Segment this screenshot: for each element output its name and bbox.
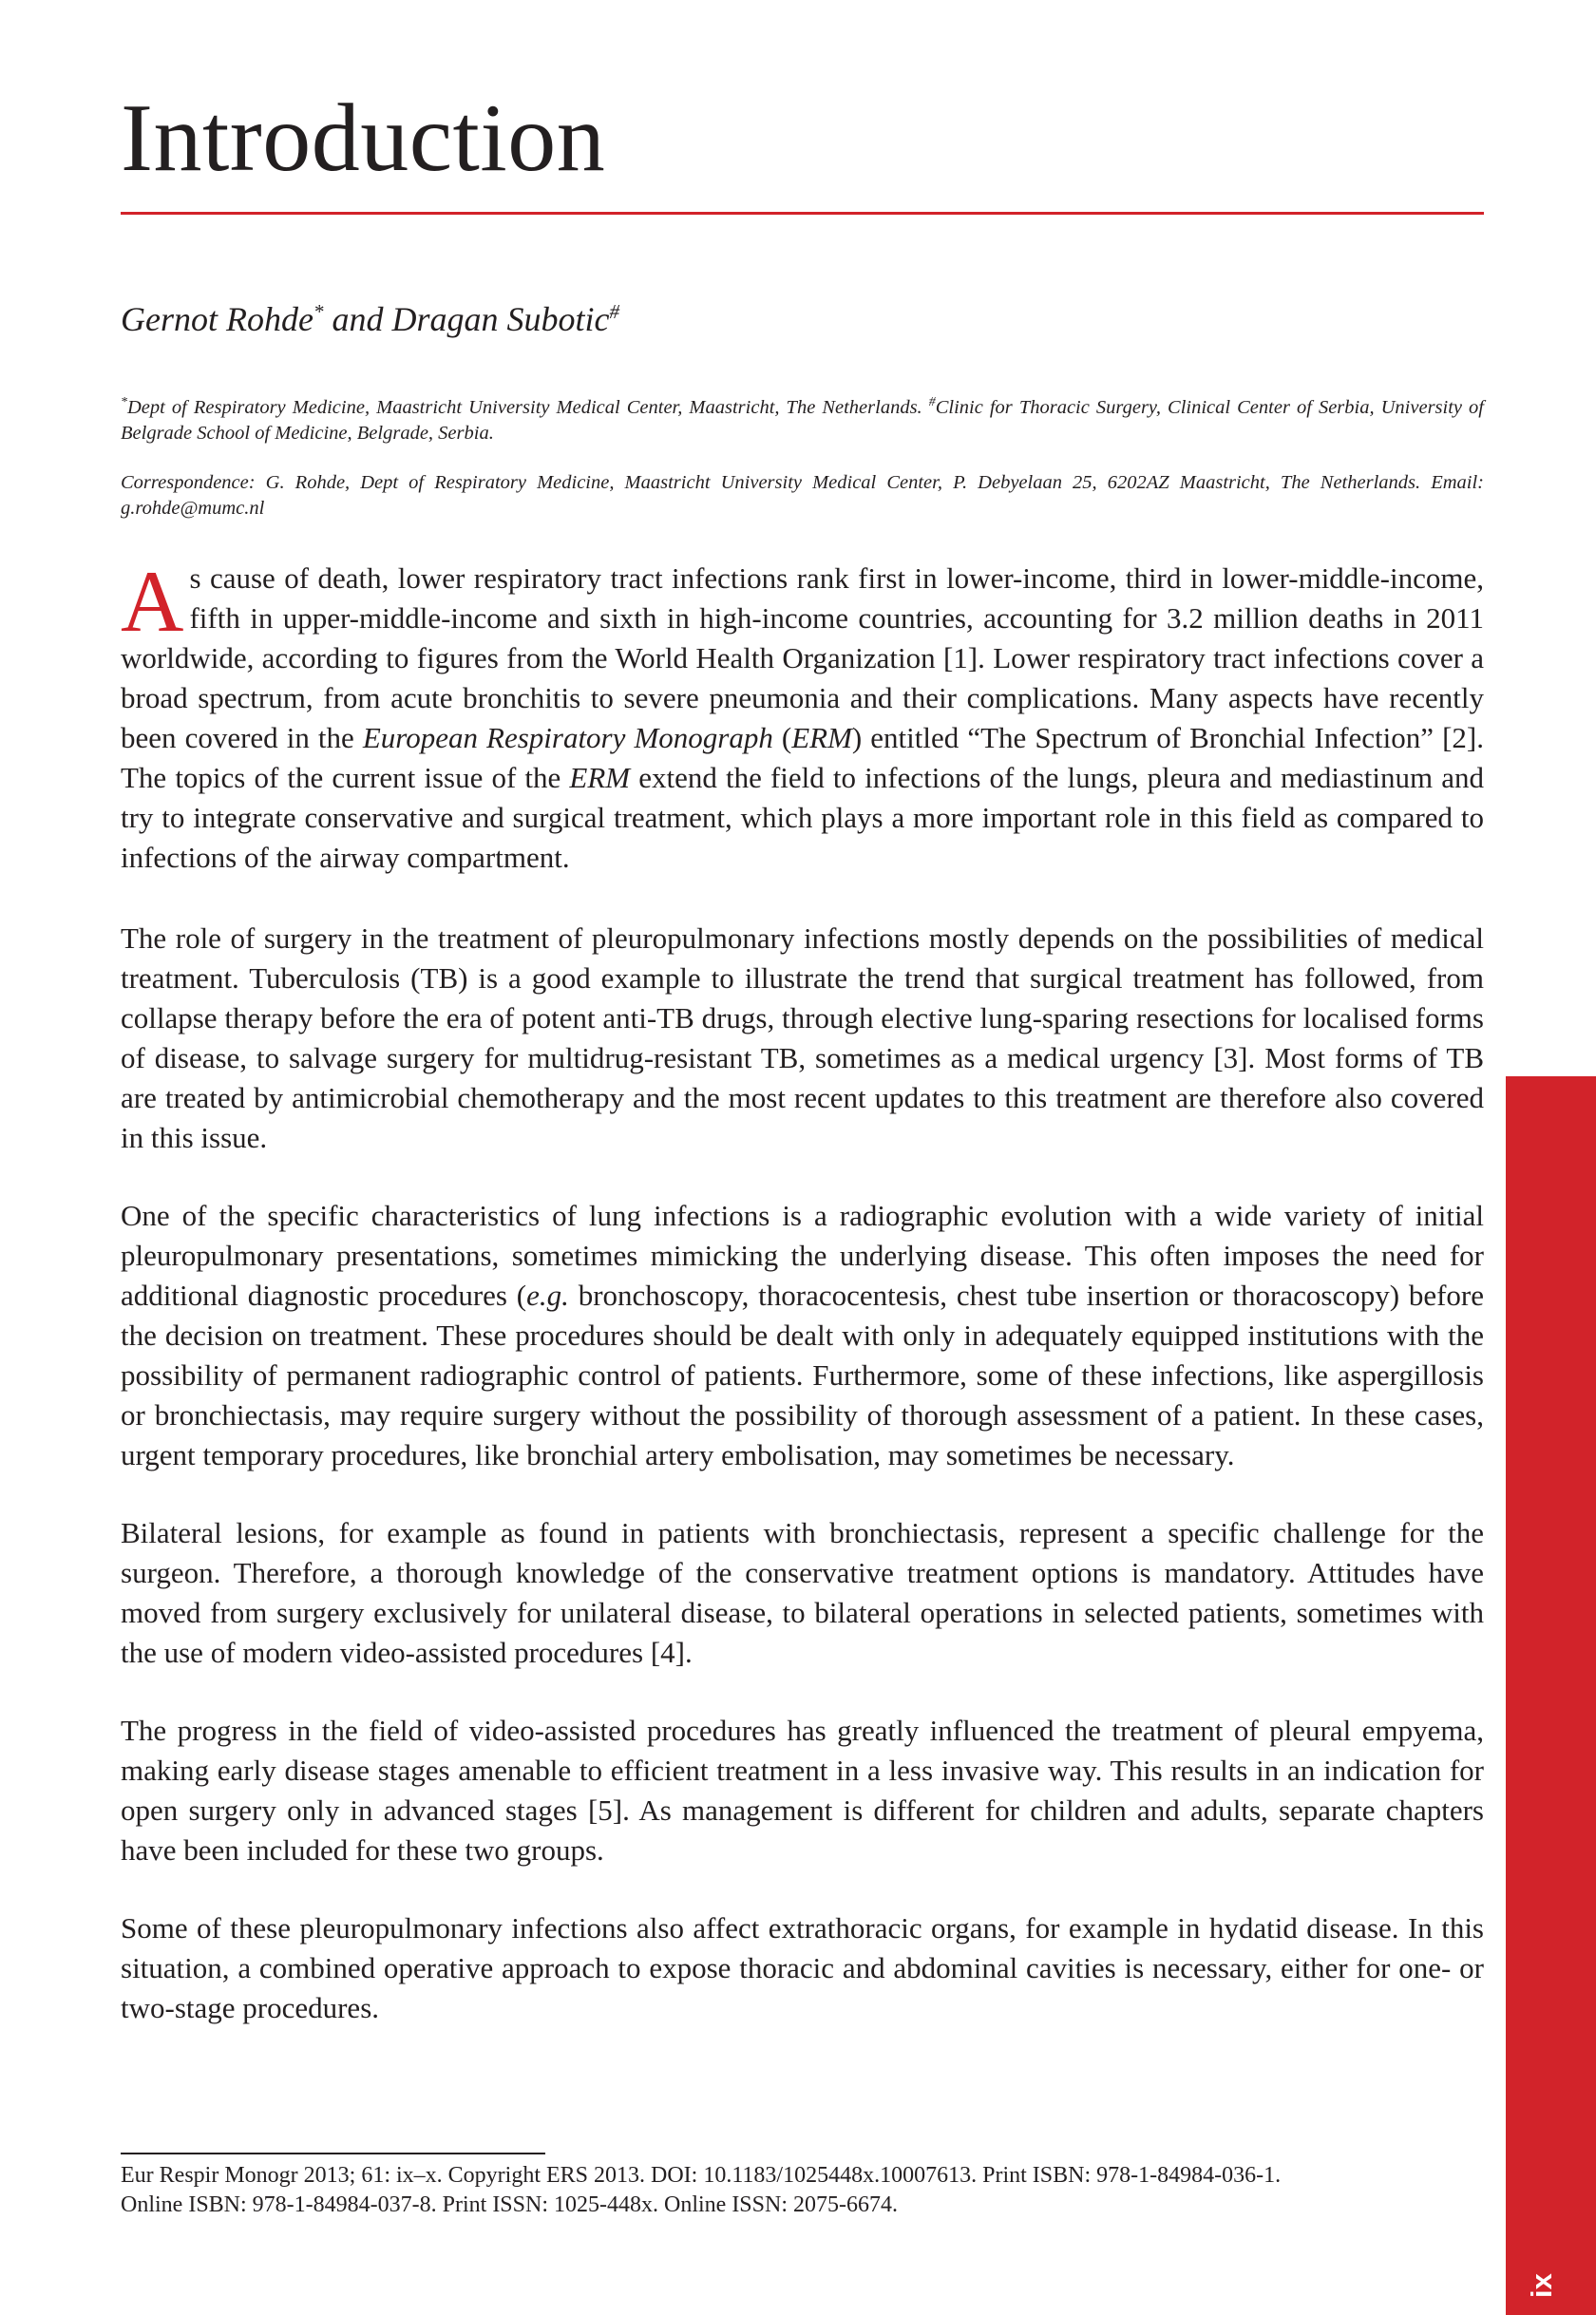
author-mark: * — [313, 300, 324, 323]
paragraph-text: extend the field to infections of the lungs, pleura and mediastinum and try to integrate conservative and surgical treatment, which plays a more important role in this field as compared to infections of the airway compartment. — [121, 761, 1484, 874]
footnote-rule — [121, 2153, 545, 2154]
paragraph — [121, 1196, 1484, 1475]
affiliation-mark: * — [121, 395, 127, 409]
footnote — [121, 2161, 1489, 2220]
body-text — [121, 553, 1485, 2066]
footnote-line: Eur Respir Monogr 2013; 61: ix–x. Copyright ERS 2013. DOI: 10.1183/1025448x.10007613. Print ISBN: 978-1-84984-036-1. — [121, 2163, 1282, 2188]
correspondence: Correspondence: G. Rohde, Dept of Respiratory Medicine, Maastricht University Medical Center, P. Debyelaan 25, 6202AZ Maastricht, The Netherlands. Email: g.rohde@mumc.nl — [121, 472, 1484, 519]
italic-text: e.g. — [526, 1279, 569, 1312]
author-line — [121, 302, 619, 336]
paragraph: Some of these pleuropulmonary infections also affect extrathoracic organs, for example in hydatid disease. In this situation, a combined operative approach to expose thoracic and abdominal cavities is necessary, either for one- or two-stage procedures. — [121, 1911, 1484, 2024]
italic-text: ERM — [569, 761, 631, 794]
affiliation-mark: # — [928, 395, 936, 409]
italic-text: European Respiratory Monograph — [362, 721, 773, 754]
paragraph — [121, 553, 1484, 878]
side-tab — [1506, 1076, 1596, 2315]
author-conjunction: and — [323, 300, 392, 338]
affiliations — [121, 389, 1484, 446]
drop-cap: A — [121, 553, 184, 650]
paragraph-text: One of the specific characteristics of lung infections is a radiographic evolution with a wide variety of initial pleuropulmonary presentations, sometimes mimicking the underlying disease. This often imposes the need for additional diagnostic procedures ( — [121, 1199, 1484, 1312]
paragraph-text: s cause of death, lower respiratory tract infections rank first in lower-income, third in lower-middle-income, fifth in upper-middle-income and sixth in high-income countries, accounting for 3.2 million deaths in 2011 worldwide, according to figures from the World Health Organization [1]. Lower respiratory tract infections cover a broad spectrum, from acute bronchitis to severe pneumonia and their complications. Many aspects have recently been covered in the — [121, 561, 1484, 754]
author-mark: # — [609, 300, 619, 323]
footnote-line: Online ISBN: 978-1-84984-037-8. Print ISSN: 1025-448x. Online ISSN: 2075-6674. — [121, 2192, 898, 2217]
paragraph-text: bronchoscopy, thoracocentesis, chest tube insertion or thoracoscopy) before the decision on treatment. These procedures should be dealt with only in adequately equipped institutions with the possibility of permanent radiographic control of patients. Furthermore, some of these infections, like aspergillosis or bronchiectasis, may require surgery without the possibility of thorough assessment of a patient. In these cases, urgent temporary procedures, like bronchial artery embolisation, may sometimes be necessary. — [121, 1279, 1485, 1471]
author-name: Gernot Rohde — [121, 300, 314, 338]
page-number: ix — [1525, 2273, 1558, 2298]
affiliation-text: Dept of Respiratory Medicine, Maastricht University Medical Center, Maastricht, The Netherlands. — [127, 396, 929, 418]
paragraph-text: ) entitled “The Spectrum of Bronchial Infection” [2]. The topics of the current issue of the — [121, 721, 1484, 794]
paragraph: Bilateral lesions, for example as found in patients with bronchiectasis, represent a specific challenge for the surgeon. Therefore, a thorough knowledge of the conservative treatment options is mandatory. Attitudes have moved from surgery exclusively for unilateral disease, to bilateral operations in selected patients, sometimes with the use of modern video-assisted procedures [4]. — [121, 1516, 1484, 1669]
paragraph: The role of surgery in the treatment of pleuropulmonary infections mostly depends on the possibilities of medical treatment. Tuberculosis (TB) is a good example to illustrate the trend that surgical treatment has followed, from collapse therapy before the era of potent anti-TB drugs, through elective lung-sparing resections for localised forms of disease, to salvage surgery for multidrug-resistant TB, sometimes as a medical urgency [3]. Most forms of TB are treated by antimicrobial chemotherapy and the most recent updates to this treatment are therefore also covered in this issue. — [121, 921, 1484, 1154]
title-rule — [121, 212, 1484, 215]
italic-text: ERM — [791, 721, 852, 754]
paragraph-text: ( — [772, 721, 792, 754]
page-title: Introduction — [121, 85, 606, 192]
affiliation-text: Clinic for Thoracic Surgery, Clinical Center of Serbia, University of Belgrade School of Medicine, Belgrade, Serbia. — [121, 396, 1484, 444]
author-name: Dragan Subotic — [391, 300, 610, 338]
paragraph: The progress in the field of video-assisted procedures has greatly influenced the treatment of pleural empyema, making early disease stages amenable to efficient treatment in a less invasive way. This results in an indication for open surgery only in advanced stages [5]. As management is different for children and adults, separate chapters have been included for these two groups. — [121, 1714, 1484, 1867]
